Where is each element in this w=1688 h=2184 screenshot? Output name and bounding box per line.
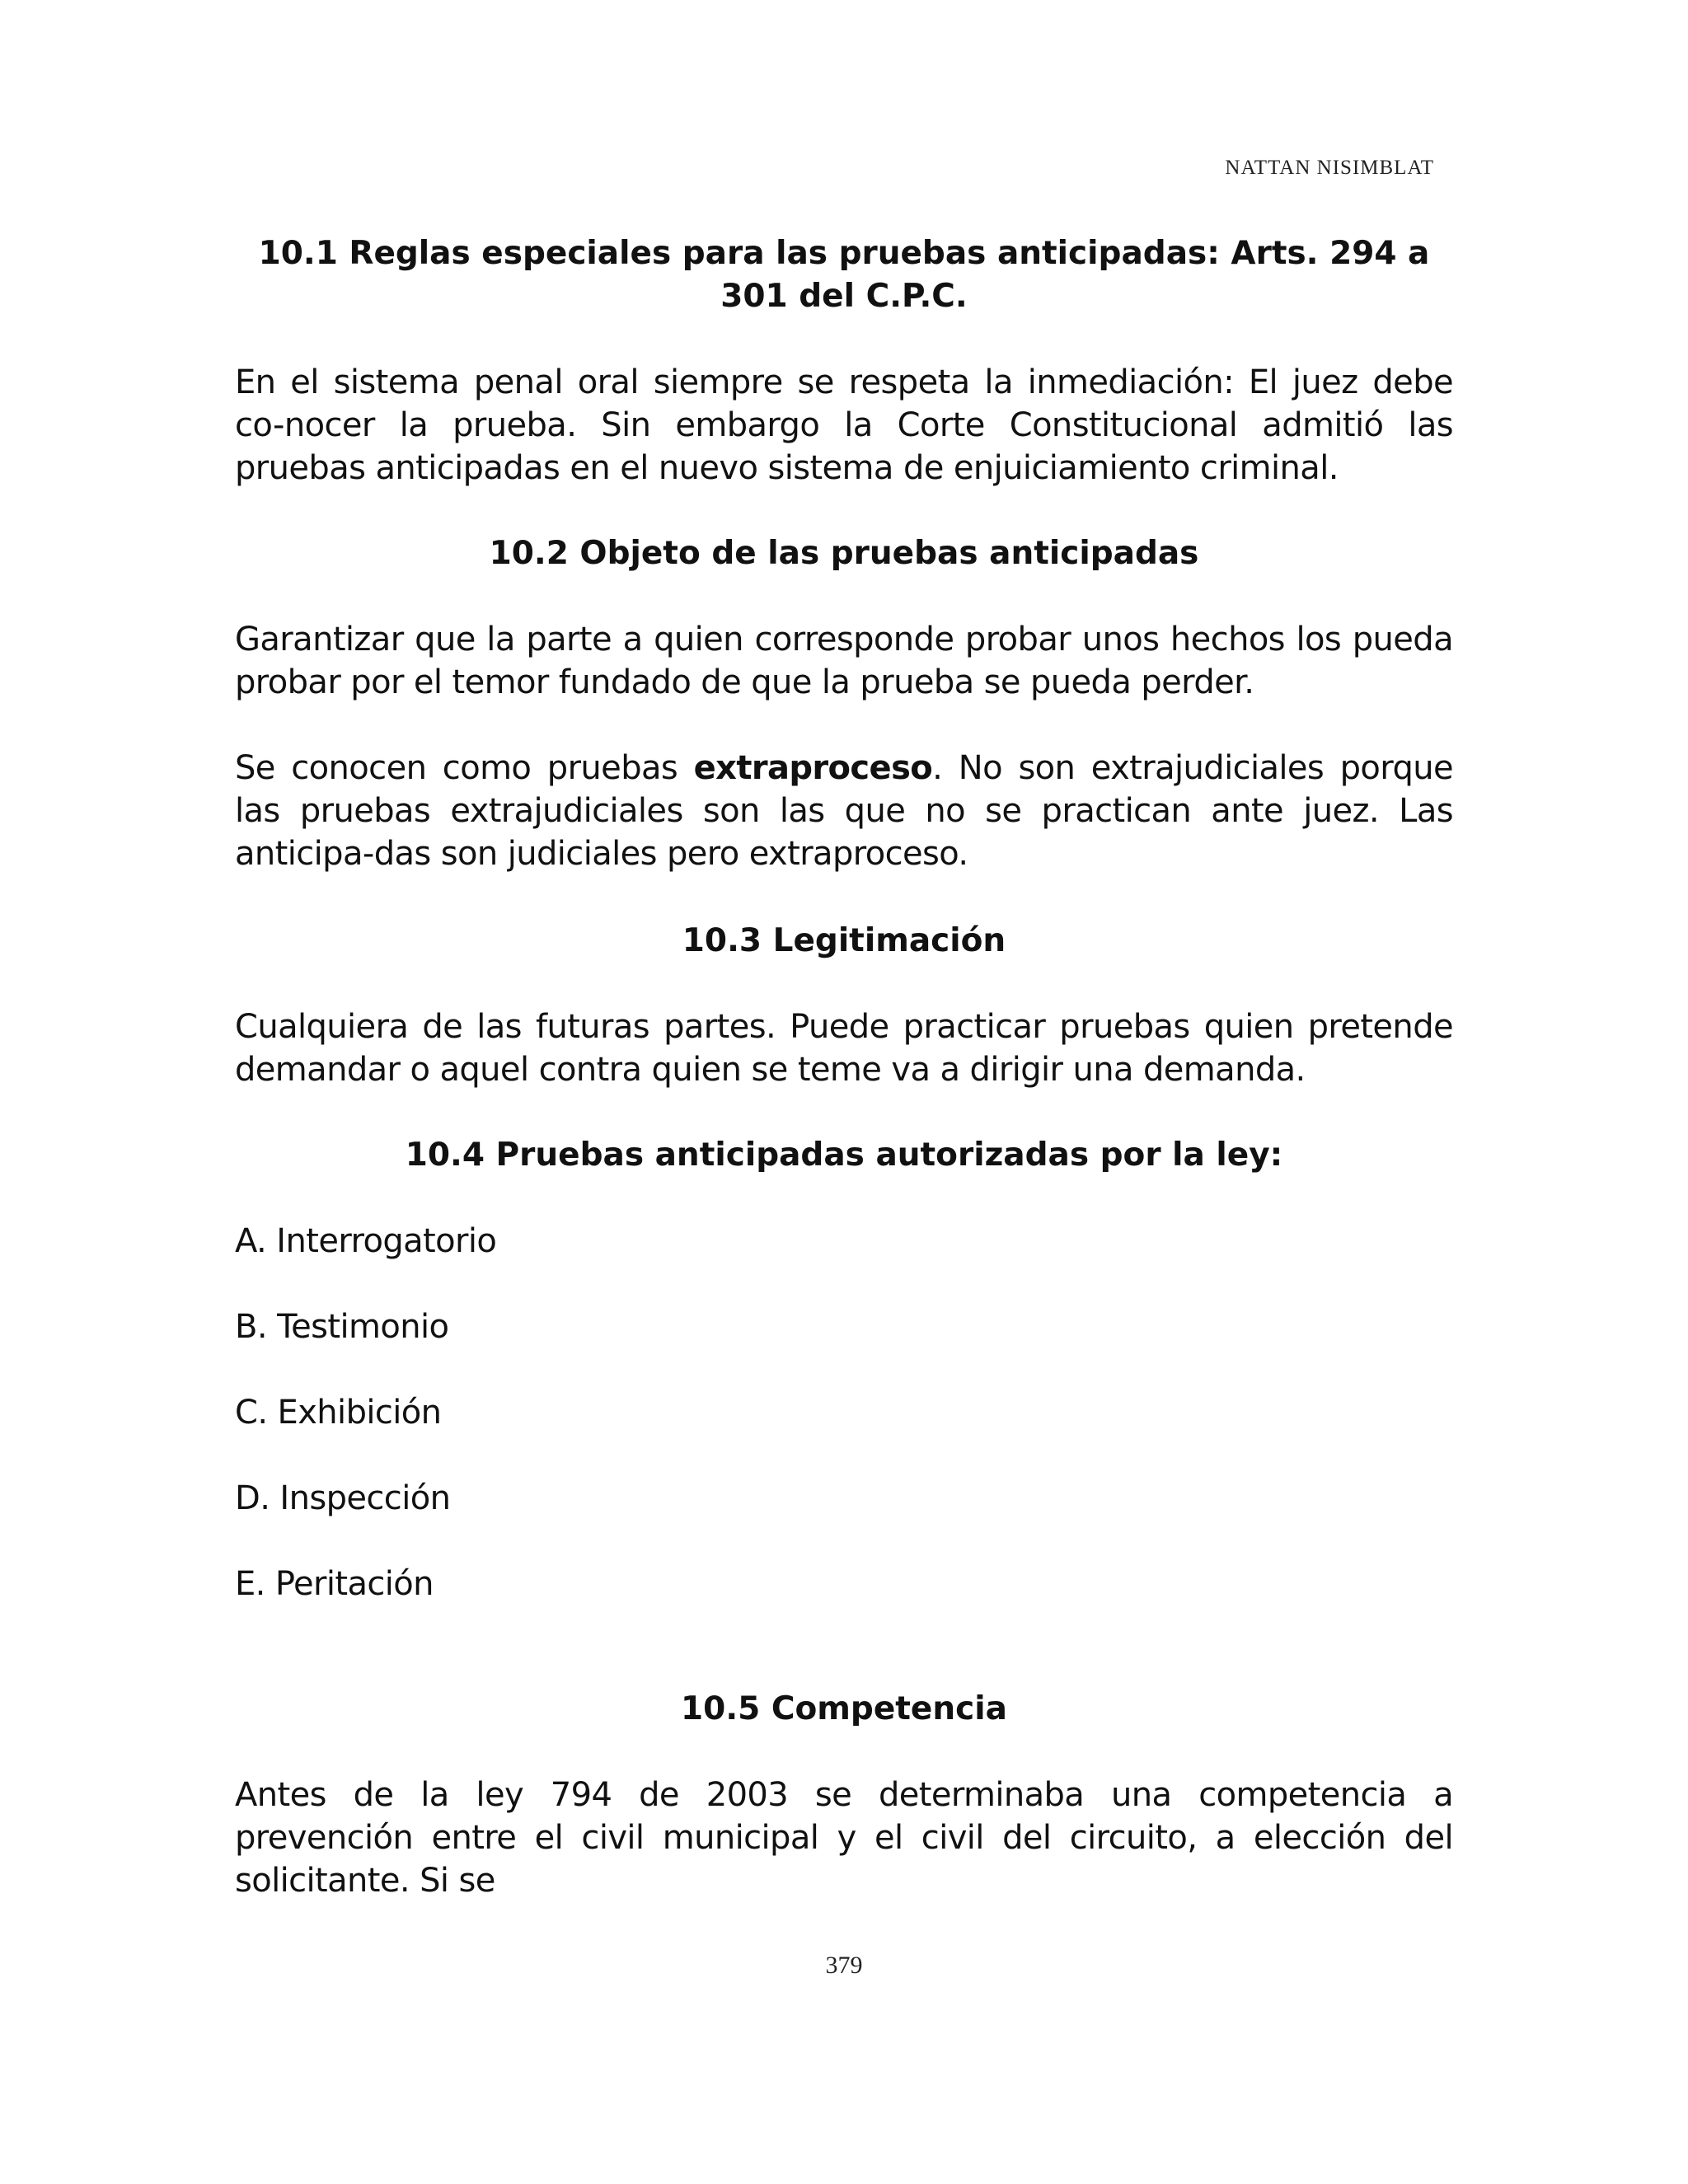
- section-10-3-body: [235, 1005, 1453, 1091]
- section-heading-10-1: [235, 232, 1453, 318]
- list-item: D. Inspección: [235, 1479, 451, 1517]
- list-item: B. Testimonio: [235, 1308, 449, 1346]
- section-10-1-paragraph: En el sistema penal oral siempre se respeta la inmediación: El juez debe co-nocer la prueba. Sin embargo la Corte Constitucional admitió las pruebas anticipadas en el nuevo sistema de enjuiciamiento criminal.: [235, 363, 1453, 487]
- list-item: A. Interrogatorio: [235, 1222, 497, 1260]
- section-heading-10-3: 10.3 Legitimación: [682, 922, 1006, 959]
- list-item: C. Exhibición: [235, 1394, 442, 1432]
- section-10-5-body: [235, 1774, 1453, 1902]
- paragraph-text: . No son extrajudiciales porque las pruebas extrajudiciales son las que no se practican ante juez. Las anticipa-das son judiciales pero extraproceso.: [235, 749, 1453, 873]
- section-10-2-paragraph-2: [235, 747, 1453, 875]
- running-header-author: NATTAN NISIMBLAT: [1225, 157, 1434, 179]
- section-10-2-body-1: [235, 618, 1453, 704]
- page-number: 379: [825, 1952, 863, 1979]
- section-10-3-paragraph: Cualquiera de las futuras partes. Puede practicar pruebas quien pretende demandar o aquel contra quien se teme va a dirigir una demanda.: [235, 1008, 1453, 1089]
- section-10-3: [235, 920, 1453, 963]
- section-10-5: [235, 1688, 1453, 1731]
- section-10-4: [235, 1134, 1453, 1177]
- paragraph-text: Se conocen como pruebas: [235, 749, 694, 787]
- section-heading-10-1-line2: 301 del C.P.C.: [720, 278, 968, 315]
- evidence-list-row: [235, 1563, 1453, 1605]
- section-heading-10-1-line1: 10.1 Reglas especiales para las pruebas anticipadas: Arts. 294 a: [258, 235, 1430, 272]
- evidence-list-row: [235, 1391, 1453, 1434]
- section-10-2-body-2: [235, 747, 1453, 875]
- evidence-list-row: [235, 1305, 1453, 1348]
- section-heading-10-5: 10.5 Competencia: [681, 1690, 1007, 1727]
- section-10-1-body: [235, 361, 1453, 490]
- list-item: E. Peritación: [235, 1565, 434, 1603]
- section-heading-10-2: 10.2 Objeto de las pruebas anticipadas: [489, 535, 1199, 572]
- section-10-2: [235, 532, 1453, 575]
- evidence-list: [235, 1220, 1453, 1263]
- section-10-1: [235, 232, 1453, 318]
- section-10-5-paragraph: Antes de la ley 794 de 2003 se determinaba una competencia a prevención entre el civil municipal y el civil del circuito, a elección del solicitante. Si se: [235, 1776, 1453, 1900]
- emphasis-extraproceso: extraproceso: [693, 749, 933, 787]
- evidence-list-row: [235, 1477, 1453, 1520]
- section-10-2-paragraph-1: Garantizar que la parte a quien corresponde probar unos hechos los pueda probar por el temor fundado de que la prueba se pueda perder.: [235, 621, 1453, 701]
- section-heading-10-4: 10.4 Pruebas anticipadas autorizadas por la ley:: [405, 1137, 1283, 1174]
